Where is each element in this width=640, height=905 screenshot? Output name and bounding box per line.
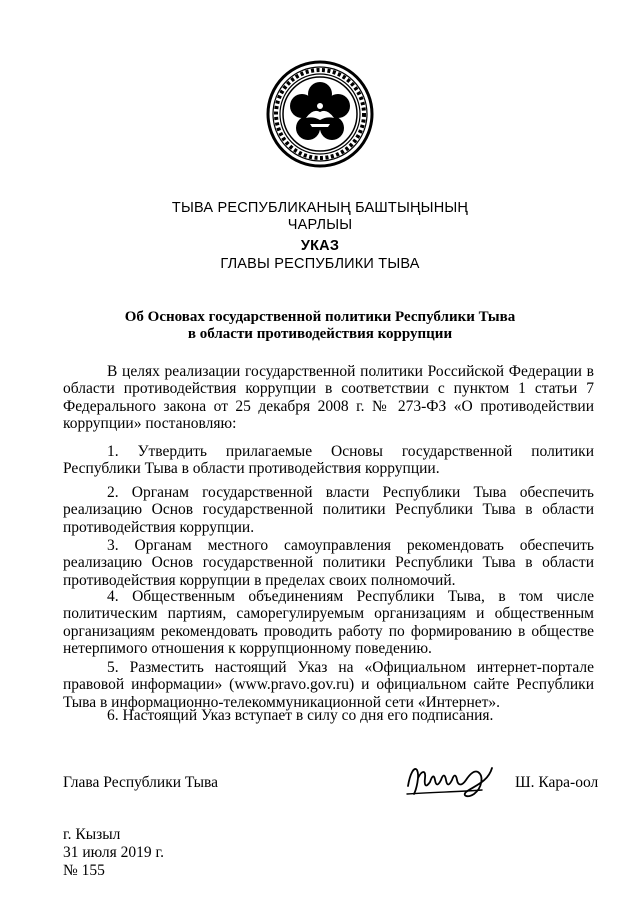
item-2: 2. Органам государственной власти Республики Тыва обеспечить реализацию Основ государственной политики Республики Тыва в области противодействия коррупции. (63, 484, 594, 536)
signer-name: Ш. Кара-оол (515, 774, 599, 791)
document-title-line1: Об Основах государственной политики Республики Тыва (124, 309, 516, 325)
item-4: 4. Общественным объединениям Республики Тыва, в том числе политическим партиям, саморегулируемым организациям и общественным организациям рекомендовать проводить работу по формированию в обществе нетерпимого отношения к коррупционному поведению. (63, 588, 594, 658)
issue-date: 31 июля 2019 г. (63, 844, 164, 861)
decree-number: № 155 (63, 862, 105, 879)
issue-place: г. Кызыл (63, 826, 121, 843)
header-ukaz: УКАЗ (300, 238, 340, 254)
item-1: 1. Утвердить прилагаемые Основы государственной политики Республики Тыва в области противодействия коррупции. (63, 443, 594, 478)
document-title-line2: в области противодействия коррупции (187, 326, 453, 342)
item-3: 3. Органам местного самоуправления рекомендовать обеспечить реализацию Основ государственной политики Республики Тыва в области противодействия коррупции в пределах своих полномочий. (63, 537, 594, 589)
header-tyva-line1: ТЫВА РЕСПУБЛИКАНЫҢ БАШТЫҢЫНЫҢ (171, 200, 469, 216)
handwritten-signature (404, 756, 496, 806)
item-5: 5. Разместить настоящий Указ на «Официальном интернет-портале правовой информации» (www.pravo.gov.ru) и официальном сайте Республики Тыва в информационно-телекоммуникационной сети «Интернет». (63, 659, 594, 711)
signer-position: Глава Республики Тыва (63, 774, 219, 791)
header-glavy: ГЛАВЫ РЕСПУБЛИКИ ТЫВА (220, 256, 420, 272)
item-6: 6. Настоящий Указ вступает в силу со дня его подписания. (107, 707, 494, 724)
republic-emblem-icon (266, 60, 374, 168)
header-tyva-line2: ЧАРЛЫЫ (287, 217, 353, 233)
intro-paragraph: В целях реализации государственной политики Российской Федерации в области противодействия коррупции в соответствии с пунктом 1 статьи 7 Федерального закона от 25 декабря 2008 г. № 273-ФЗ «О противодействии коррупции» постановляю: (63, 363, 594, 433)
